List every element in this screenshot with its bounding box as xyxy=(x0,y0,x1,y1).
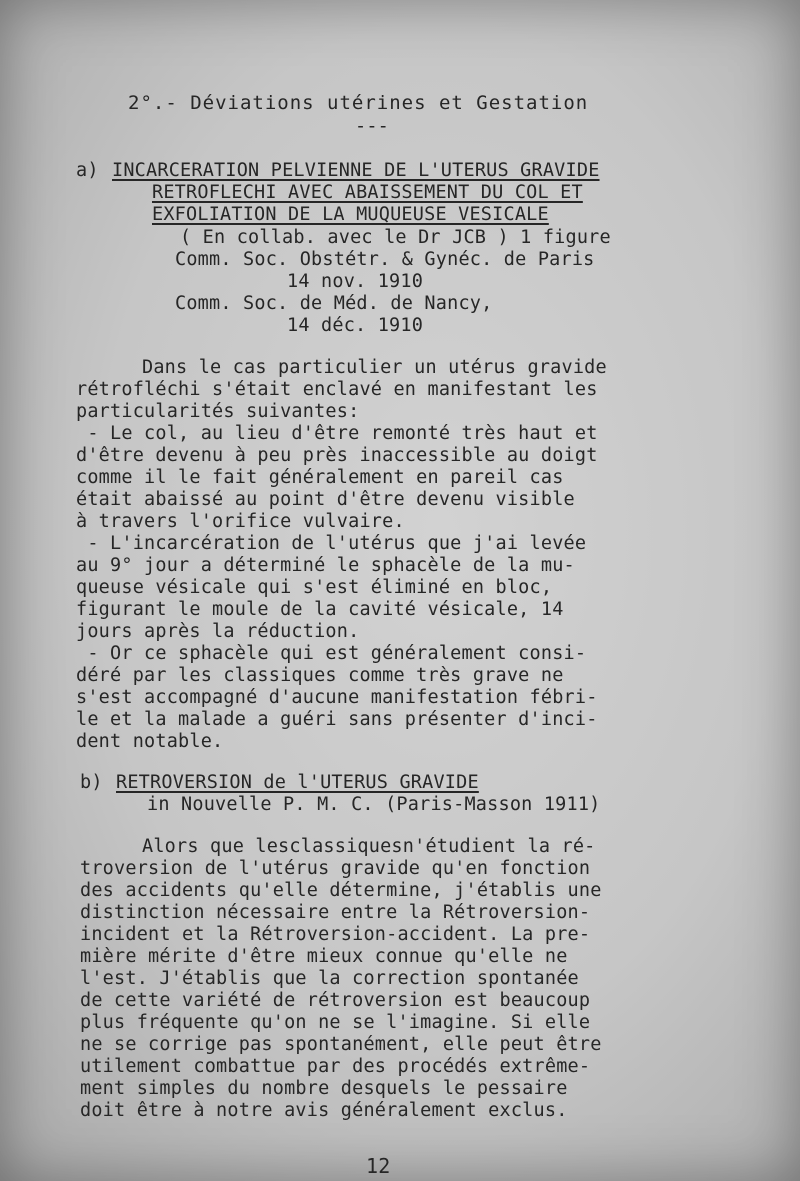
article-a-body-line: au 9° jour a déterminé le sphacèle de la mu- xyxy=(76,555,575,576)
article-a-ref-1: Comm. Soc. Obstétr. & Gynéc. de Paris xyxy=(175,249,595,270)
article-a-body-line: à travers l'orifice vulvaire. xyxy=(76,511,405,532)
article-a-ref-2-date: 14 déc. 1910 xyxy=(287,315,424,336)
article-a-body-line: - L'incarcération de l'utérus que j'ai levée xyxy=(76,533,587,554)
article-a-body-line: figurant le moule de la cavité vésicale, 14 xyxy=(76,599,564,620)
article-b-body-line: incident et la Rétroversion-accident. La pre- xyxy=(80,924,591,945)
article-b-body-line: des accidents qu'elle détermine, j'établis une xyxy=(80,880,602,901)
article-b-body-line: Alors que lesclassiquesn'étudient la ré- xyxy=(142,836,596,857)
article-b-body-line: plus fréquente qu'on ne se l'imagine. Si elle xyxy=(80,1012,591,1033)
article-a-body-line: déré par les classiques comme très grave ne xyxy=(76,665,564,686)
article-b-body-line: ment simples du nombre desquels le pessaire xyxy=(80,1078,568,1099)
article-a-title-line-3: EXFOLIATION DE LA MUQUEUSE VESICALE xyxy=(152,204,549,225)
article-a-ref-2: Comm. Soc. de Méd. de Nancy, xyxy=(175,293,493,314)
article-b-body-line: doit être à notre avis généralement exclus. xyxy=(80,1100,568,1121)
page-number: 12 xyxy=(366,1154,391,1178)
article-b-body-line: de cette variété de rétroversion est beaucoup xyxy=(80,990,591,1011)
article-a-collab: ( En collab. avec le Dr JCB ) 1 figure xyxy=(180,227,611,248)
article-a-body-line: le et la malade a guéri sans présenter d'inci- xyxy=(76,709,598,730)
article-a-body-line: comme il le fait généralement en pareil cas xyxy=(76,467,564,488)
article-a-body-line: d'être devenu à peu près inaccessible au doigt xyxy=(76,445,598,466)
article-b-body-line: utilement combattue par des procédés extrême- xyxy=(80,1056,591,1077)
article-a-title-line-1: INCARCERATION PELVIENNE DE L'UTERUS GRAVIDE xyxy=(112,160,600,181)
section-title: 2°.- Déviations utérines et Gestation xyxy=(128,92,589,114)
article-a-ref-1-date: 14 nov. 1910 xyxy=(287,271,424,292)
article-a-body-line: particularités suivantes: xyxy=(76,401,360,422)
article-b-source: in Nouvelle P. M. C. (Paris-Masson 1911) xyxy=(147,794,601,815)
article-a-body-line: - Le col, au lieu d'être remonté très haut et xyxy=(76,423,598,444)
article-a-body-line: s'est accompagné d'aucune manifestation fébri- xyxy=(76,687,598,708)
article-a-body-line: était abaissé au point d'être devenu visible xyxy=(76,489,575,510)
article-b-title: RETROVERSION de l'UTERUS GRAVIDE xyxy=(116,772,479,793)
article-b-body-line: mière mérite d'être mieux connue qu'elle ne xyxy=(80,946,568,967)
article-b-body-line: troversion de l'utérus gravide qu'en fonction xyxy=(80,858,591,879)
article-a-body-line: - Or ce sphacèle qui est généralement consi- xyxy=(76,643,587,664)
article-a-body-line: queuse vésicale qui s'est éliminé en bloc, xyxy=(76,577,553,598)
article-a-title-line-2: RETROFLECHI AVEC ABAISSEMENT DU COL ET xyxy=(152,182,583,203)
article-a-marker: a) xyxy=(76,160,99,181)
article-b-body-line: distinction nécessaire entre la Rétroversion- xyxy=(80,902,591,923)
article-a-body-line: rétrofléchi s'était enclavé en manifestant les xyxy=(76,379,598,400)
article-b-body-line: ne se corrige pas spontanément, elle peut être xyxy=(80,1034,602,1055)
article-b-marker: b) xyxy=(80,772,103,793)
article-a-body-line: jours après la réduction. xyxy=(76,621,360,642)
section-rule: --- xyxy=(355,116,390,137)
article-a-body-line: Dans le cas particulier un utérus gravide xyxy=(142,357,607,378)
article-b-body-line: l'est. J'établis que la correction spontanée xyxy=(80,968,579,989)
article-a-body-line: dent notable. xyxy=(76,731,224,752)
